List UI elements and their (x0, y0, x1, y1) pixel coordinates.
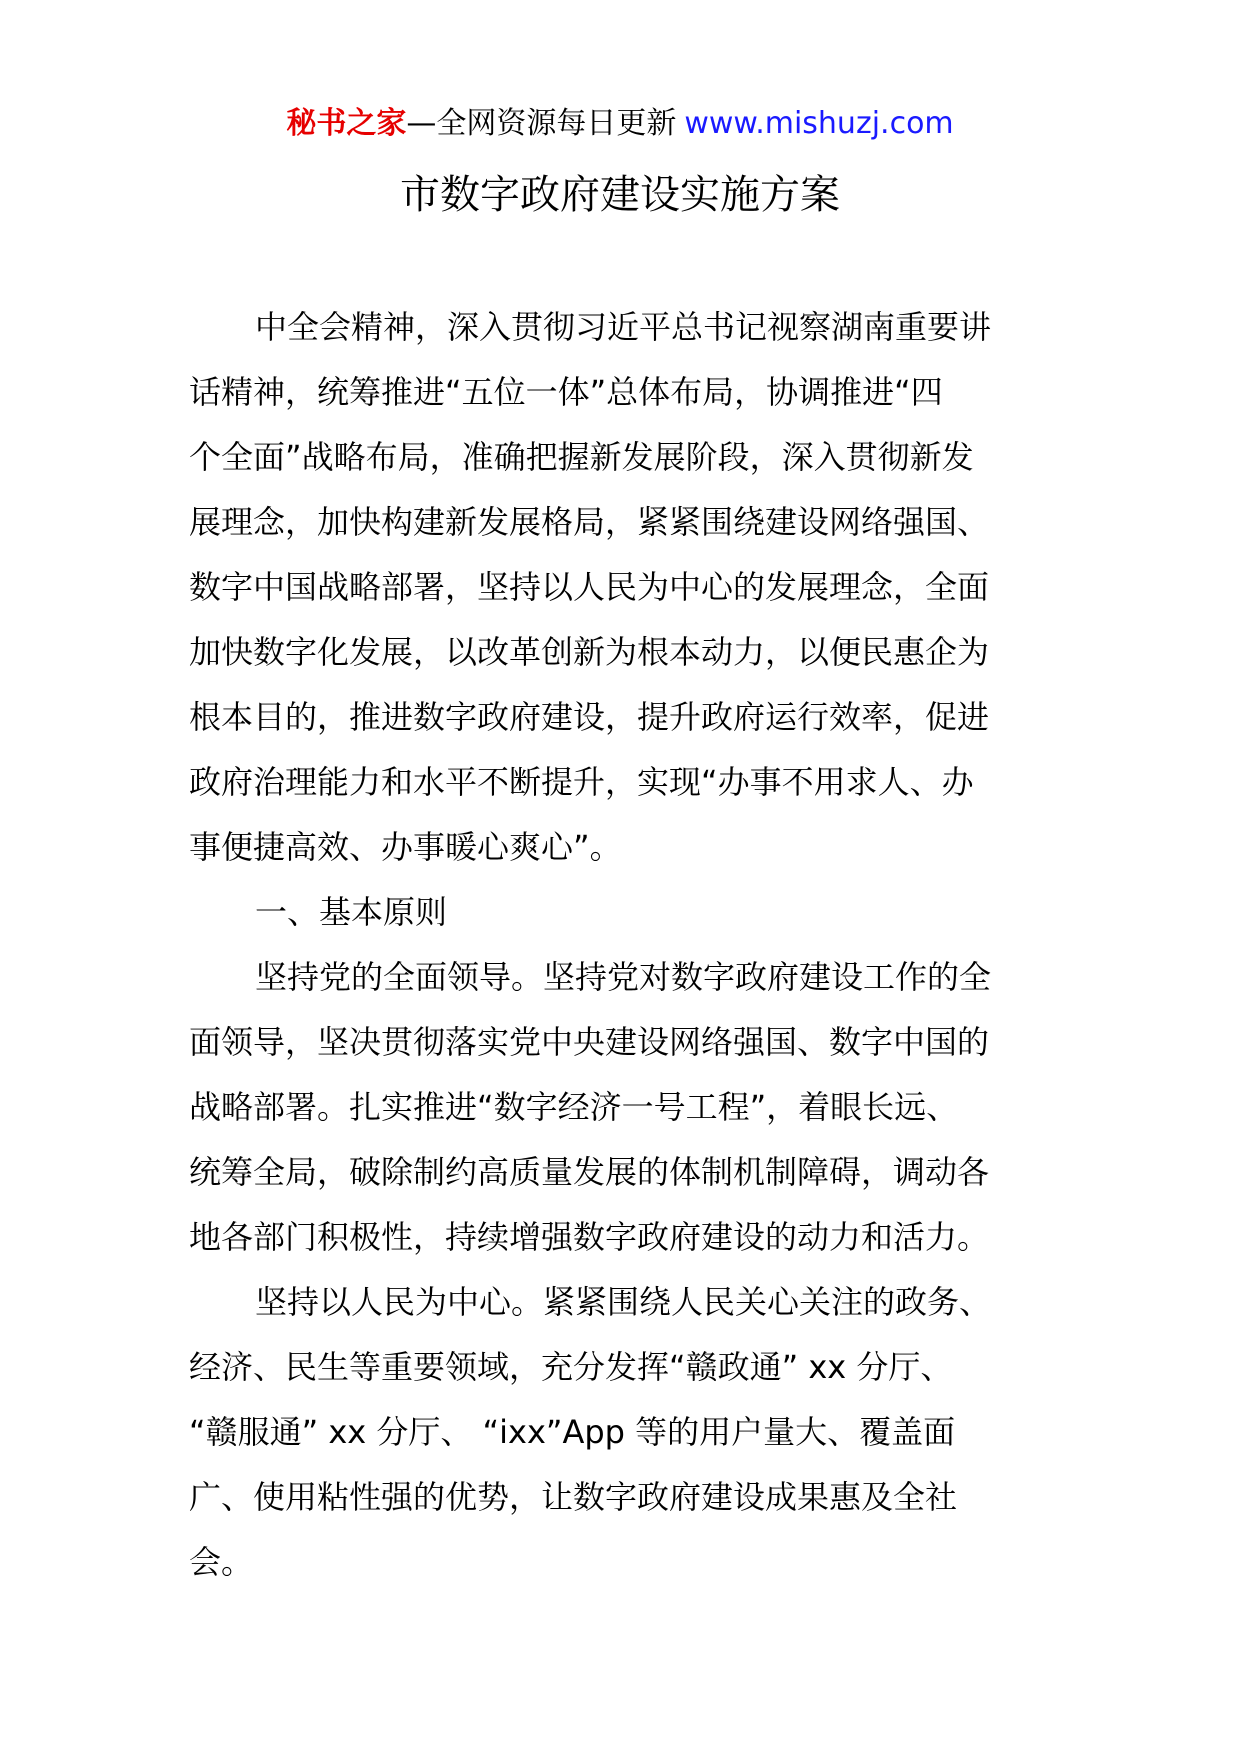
text-line: 数字中国战略部署，坚持以人民为中心的发展理念，全面 (189, 568, 990, 606)
text-line: 统筹全局，破除制约高质量发展的体制机制障碍，调动各 (189, 1153, 990, 1191)
site-header (0, 100, 1240, 148)
text-line: 战略部署。扎实推进“数字经济一号工程”，着眼长远、 (189, 1088, 959, 1126)
text-line: 地各部门积极性，持续增强数字政府建设的动力和活力。 (189, 1218, 990, 1256)
paragraph-intro (189, 295, 1059, 880)
text-line: 加快数字化发展，以改革创新为根本动力，以便民惠企为 (189, 633, 990, 671)
site-slogan: —全网资源每日更新 (406, 106, 677, 141)
text-line: 一、基本原则 (255, 893, 448, 931)
text-line: 政府治理能力和水平不断提升，实现“办事不用求人、办 (189, 763, 974, 801)
site-brand: 秘书之家 (286, 106, 407, 141)
text-line: 坚持党的全面领导。坚持党对数字政府建设工作的全 (255, 958, 992, 996)
text-line: 中全会精神，深入贯彻习近平总书记视察湖南重要讲 (255, 308, 992, 346)
text-line: 面领导，坚决贯彻落实党中央建设网络强国、数字中国的 (189, 1023, 990, 1061)
text-line: 经济、民生等重要领域，充分发挥“赣政通” xx 分厅、 (189, 1348, 953, 1386)
text-line: “赣服通” xx 分厅、 “ixx”App 等的用户量大、覆盖面 (189, 1413, 956, 1451)
document-body (189, 295, 1059, 1595)
text-line: 事便捷高效、办事暖心爽心”。 (189, 828, 622, 866)
text-line: 坚持以人民为中心。紧紧围绕人民关心关注的政务、 (255, 1283, 992, 1321)
text-line: 展理念，加快构建新发展格局，紧紧围绕建设网络强国、 (189, 503, 990, 541)
paragraph-people-centered (189, 1270, 1059, 1595)
text-line: 话精神，统筹推进“五位一体”总体布局，协调推进“四 (189, 373, 943, 411)
text-line: 广、使用粘性强的优势，让数字政府建设成果惠及全社 (189, 1478, 958, 1516)
text-line: 个全面”战略布局，准确把握新发展阶段，深入贯彻新发 (189, 438, 974, 476)
section-heading (189, 880, 1059, 945)
site-url-link[interactable]: www.mishuzj.com (684, 106, 954, 141)
paragraph-party-leadership (189, 945, 1059, 1270)
document-title: 市数字政府建设实施方案 (400, 172, 840, 218)
text-line: 根本目的，推进数字政府建设，提升政府运行效率，促进 (189, 698, 990, 736)
text-line: 会。 (189, 1543, 254, 1581)
